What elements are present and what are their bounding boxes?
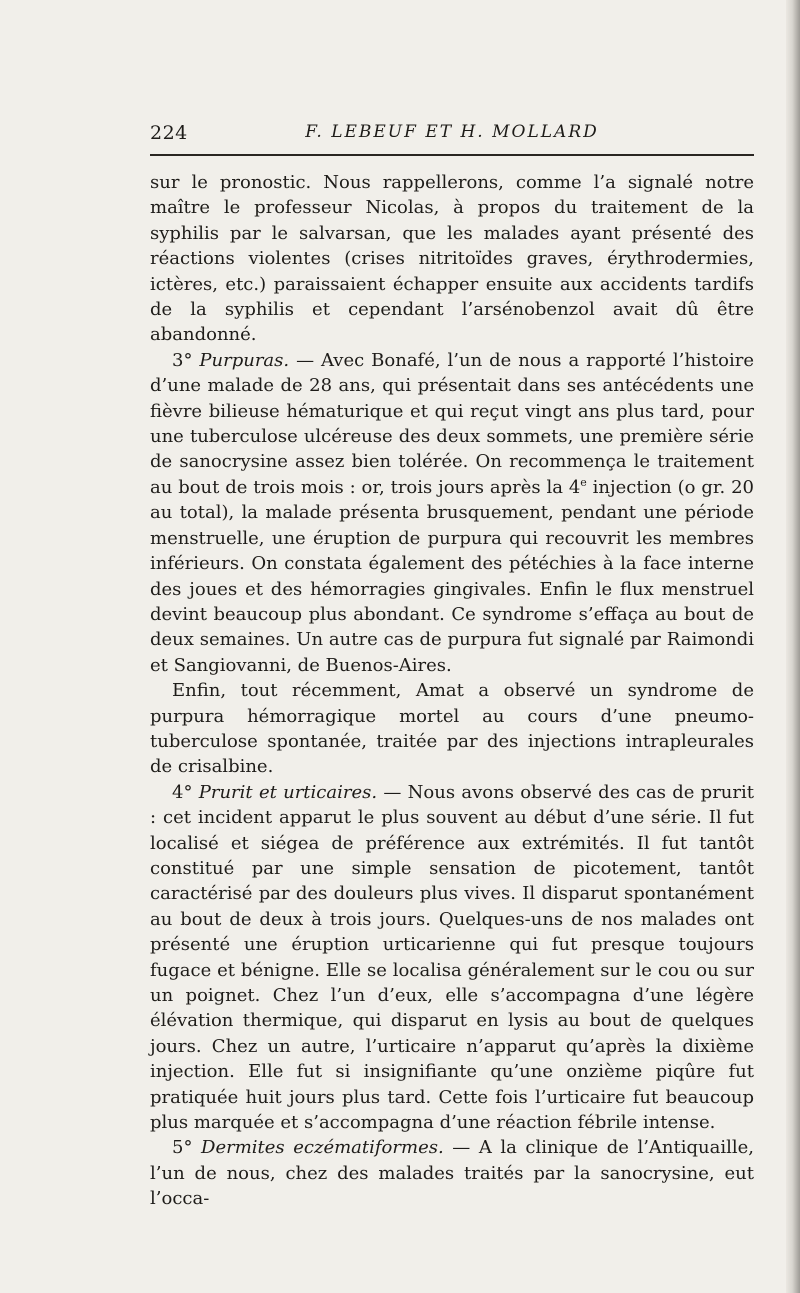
injection-number: 4	[568, 476, 581, 498]
running-title: F. LEBEUF ET H. MOLLARD	[305, 122, 599, 142]
paragraph-pronostic	[150, 170, 754, 348]
paragraph-text: injection (o gr. 20 au total), la malade présenta brusquement, pendant une période menstruelle, une éruption de purpura qui recouvrit les membres inférieurs. On constata également des pétéchies à la face interne des joues et des hémorragies gingivales. Enfin le flux menstruel devint beaucoup plus abondant. Ce syndrome s’effaça au bout de deux semaines. Un autre cas de purpura fut signalé par Raimondi et Sangiovanni, de Buenos-Aires.	[150, 476, 754, 676]
paragraph-text: sur le pronostic. Nous rappellerons, comme l’a signalé notre maître le professeur Nicolas, à propos du traitement de la syphilis par le salvarsan, que les malades ayant présenté des réactions violentes (crises nitritoïdes graves, érythrodermies, ictères, etc.) paraissaient échapper ensuite aux accidents tardifs de la syphilis et cependant l’arsénobenzol avait dû être abandonné.	[150, 172, 754, 346]
paragraph-prurit	[150, 780, 754, 1136]
section-heading-dermites: Dermites eczématiformes.	[201, 1137, 444, 1159]
paragraph-purpuras	[150, 348, 754, 678]
paragraph-text: — Nous avons observé des cas de prurit : cet incident apparut le plus souvent au début d’une série. Il fut localisé et siégea de préférence aux extrémités. Il fut tantôt constitué par une simple sensation de picotement, tantôt caractérisé par des douleurs plus vives. Il disparut spontanément au bout de deux à trois jours. Quelques-uns de nos malades ont présenté une éruption urticarienne qui fut presque toujours fugace et bénigne. Elle se localisa généralement sur le cou ou sur un poignet. Chez l’un d’eux, elle s’accompagna d’une légère élévation thermique, qui disparut en lysis au bout de quelques jours. Chez un autre, l’urticaire n’apparut qu’après la dixième injection. Elle fut si insignifiante qu’une onzième piqûre fut pratiquée huit jours plus tard. Cette fois l’urticaire fut beaucoup plus marquée et s’accompagna d’une réaction fébrile intense.	[150, 781, 754, 1134]
paragraph-text: — Avec Bonafé, l’un de nous a rapporté l’histoire d’une malade de 28 ans, qui présentait dans ses antécédents une fièvre bilieuse hématurique et qui reçut vingt ans plus tard, pour une tuberculose ulcéreuse des deux sommets, une première série de sanocrysine assez bien tolérée. On recommença le traitement au bout de trois mois : or, trois jours après la	[150, 349, 754, 498]
paragraph-amat	[150, 678, 754, 780]
section-heading-prurit: Prurit et urticaires.	[198, 781, 378, 803]
page-number: 224	[150, 122, 188, 144]
paragraph-dermites	[150, 1135, 754, 1211]
page-header	[150, 118, 754, 156]
section-number: 4°	[172, 781, 193, 803]
section-number: 3°	[172, 349, 193, 371]
paragraph-text: — A la clinique de l’Antiquaille, l’un de nous, chez des malades traités par la sanocrysine, eut l’occa-	[150, 1137, 754, 1210]
injection-superscript: e	[580, 475, 587, 489]
body-text	[150, 170, 754, 1212]
page-edge-shadow	[786, 0, 800, 1293]
section-number: 5°	[172, 1137, 193, 1159]
paragraph-text: Enfin, tout récemment, Amat a observé un syndrome de purpura hémorragique mortel au cours d’une pneumo-tuberculose spontanée, traitée par des injections intrapleurales de crisalbine.	[150, 680, 754, 778]
section-heading-purpuras: Purpuras.	[199, 349, 290, 371]
header-rule	[150, 154, 754, 156]
